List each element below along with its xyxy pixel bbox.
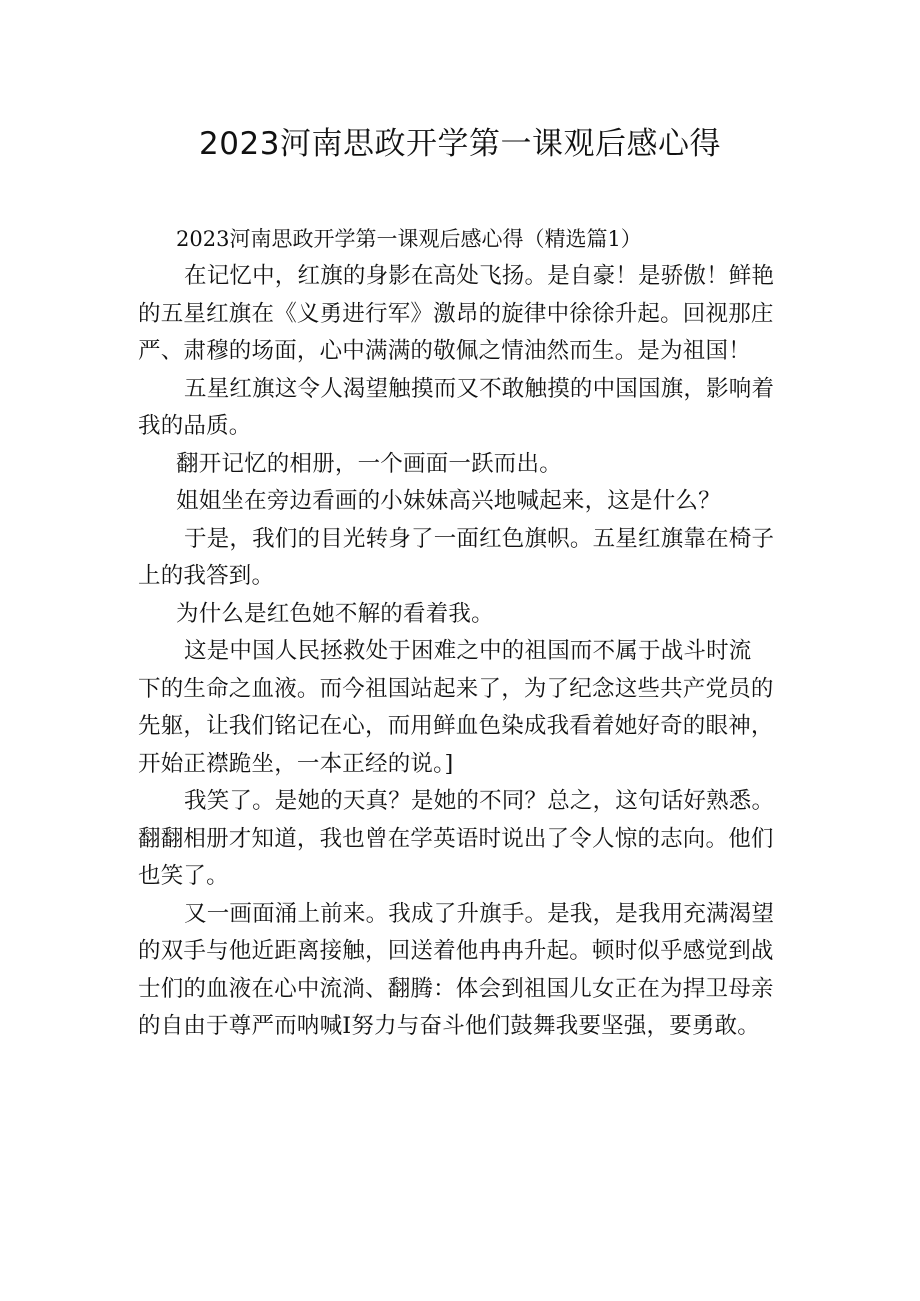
paragraph (138, 596, 788, 634)
paragraph-line: 的五星红旗在《义勇进行军》激昂的旋律中徐徐升起。回视那庄 (138, 300, 774, 327)
paragraph-line: 五星红旗这令人渴望触摸而又不敢触摸的中国国旗，影响着 (184, 375, 775, 402)
document-body (138, 221, 788, 1046)
paragraph (138, 258, 788, 371)
paragraph-line: 开始正襟跪坐，一本正经的说。] (138, 750, 454, 777)
paragraph (138, 521, 788, 596)
paragraph-line: 严、肃穆的场面，心中满满的敬佩之情油然而生。是为祖国！ (138, 338, 751, 364)
paragraph (138, 896, 788, 1046)
paragraph-line: 上的我答到。 (138, 563, 275, 589)
paragraph-line: 我笑了。是她的天真？是她的不同？总之，这句话好熟悉。 (184, 788, 775, 814)
paragraph-line: 翻开记忆的相册，一个画面一跃而出。 (176, 450, 562, 477)
paragraph-line: 我的品质。 (138, 413, 252, 439)
paragraph (138, 633, 788, 783)
paragraph-line: 的双手与他近距离接触，回送着他冉冉升起。顿时似乎感觉到战 (138, 938, 774, 964)
paragraph-line: 这是中国人民拯救处于困难之中的祖国而不属于战斗时流 (184, 638, 752, 664)
paragraph-line: 士们的血液在心中流淌、翻腾：体会到祖国儿女正在为捍卫母亲 (138, 975, 774, 1002)
paragraph (138, 371, 788, 446)
paragraph (138, 446, 788, 484)
paragraph-line: 在记忆中，红旗的身影在高处飞扬。是自豪！是骄傲！鲜艳 (184, 263, 775, 289)
paragraph-line: 下的生命之血液。而今祖国站起来了，为了纪念这些共产党员的 (138, 675, 774, 702)
section-subheading: 2023河南思政开学第一课观后感心得（精选篇1） (176, 227, 642, 251)
document-title: 2023河南思政开学第一课观后感心得 (199, 126, 721, 162)
paragraph-line: 姐姐坐在旁边看画的小妹妹高兴地喊起来，这是什么？ (176, 488, 721, 514)
paragraph-line: 又一画面涌上前来。我成了升旗手。是我，是我用充满渴望 (184, 900, 775, 927)
paragraph-line: 也笑了。 (138, 863, 229, 889)
paragraph-line: 先躯，让我们铭记在心，而用鲜血色染成我看着她好奇的眼神， (138, 713, 774, 739)
paragraph-line: 于是，我们的目光转身了一面红色旗帜。五星红旗靠在椅子 (184, 525, 775, 552)
paragraph-line: 为什么是红色她不解的看着我。 (176, 600, 494, 627)
paragraph (138, 483, 788, 521)
paragraph-line: 的自由于尊严而呐喊I努力与奋斗他们鼓舞我要坚强，要勇敢。 (138, 1013, 760, 1039)
paragraph (138, 783, 788, 896)
paragraph-line: 翻翻相册才知道，我也曾在学英语时说出了令人惊的志向。他们 (138, 825, 774, 852)
